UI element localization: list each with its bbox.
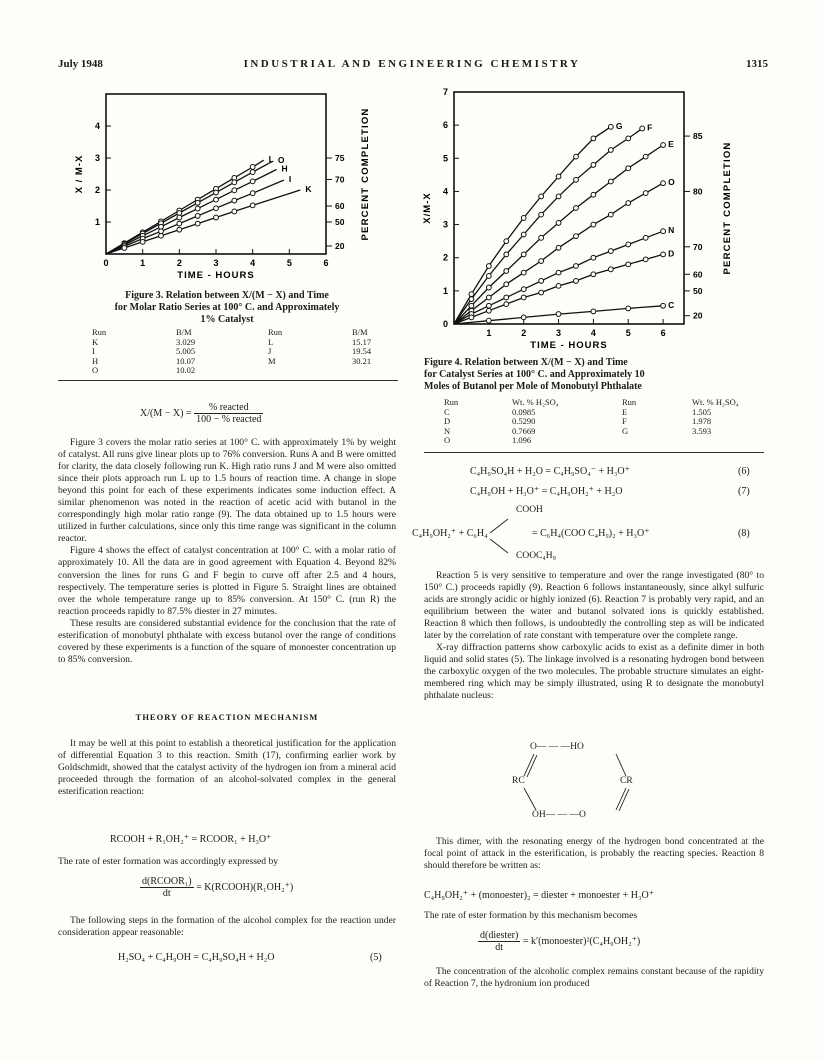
table-header: Run (268, 327, 283, 337)
data-point-G (574, 154, 579, 159)
section-heading: THEORY OF REACTION MECHANISM (135, 712, 319, 722)
equation-dimer-reaction: C₄H₉OH₂⁺ + (monoester)₂ = diester + monoester + H₃O⁺ (424, 890, 654, 901)
y-tick-label: 5 (442, 153, 448, 164)
figure-4-chart (418, 84, 758, 356)
equation-7: C₄H₉OH + H₃O⁺ = C₄H₉OH₂⁺ + H₂O (470, 486, 623, 497)
plot-frame (106, 94, 326, 254)
data-point-D (556, 283, 561, 288)
data-point-F (591, 163, 596, 168)
data-point-I (177, 221, 182, 226)
paragraph: The concentration of the alcoholic complex remains constant because of the rapidity of Reaction 7, the hydronium ion produced (424, 966, 764, 990)
table-cell: K (92, 336, 99, 347)
y-tick-label: 4 (94, 121, 100, 131)
data-point-C (591, 309, 596, 314)
data-point-O (539, 259, 544, 264)
data-point-O (626, 201, 631, 206)
x-tick-label: 2 (521, 328, 527, 338)
section-divider (424, 452, 764, 453)
figure-4-table (440, 398, 743, 446)
y-tick-label: 6 (442, 120, 448, 131)
figure-3-chart (62, 80, 392, 290)
table-header: Run (622, 397, 637, 407)
section-divider (58, 380, 398, 381)
header-date: July 1948 (58, 58, 103, 70)
table-cell: E (622, 406, 628, 417)
data-point-E (504, 269, 509, 274)
data-point-N (486, 303, 491, 308)
left-column-theory (58, 738, 396, 798)
x-tick-label: 3 (556, 328, 562, 338)
table-cell: 10.02 (176, 365, 196, 375)
equation-8-left: C₄H₉OH₂⁺ + C₆H₄ (412, 528, 488, 539)
equation-6: C₄H₉SO₄H + H₂O = C₄H₉SO₄⁻ + H₃O⁺ (470, 466, 630, 477)
data-point-O (661, 181, 666, 186)
equation-numerator: d(RCOOR₁) (142, 876, 192, 887)
table-cell: 0.7669 (512, 425, 536, 436)
figure-3-caption-line-1: Figure 3. Relation between X/(M − X) and Time (125, 290, 329, 301)
data-point-N (521, 287, 526, 292)
data-point-I (232, 198, 237, 203)
dimer-right-group: CR (620, 776, 633, 786)
data-point-H (214, 197, 219, 202)
data-point-C (626, 306, 631, 311)
x-tick-label: 5 (625, 328, 631, 338)
table-cell: 3.029 (176, 336, 196, 347)
right-column-body (424, 570, 764, 703)
data-point-F (556, 194, 561, 199)
data-point-E (539, 235, 544, 240)
series-label-K: K (305, 184, 312, 194)
data-point-E (643, 154, 648, 159)
table-cell: H (92, 355, 99, 366)
series-label-O: O (277, 155, 285, 166)
data-point-K (232, 209, 237, 214)
x-tick-label: 4 (250, 258, 256, 268)
table-cell: J (268, 346, 272, 356)
y2-tick-label: 60 (335, 201, 345, 211)
data-point-H (232, 188, 237, 193)
table-cell: 1.096 (512, 435, 532, 445)
data-point-E (661, 143, 666, 148)
paragraph: This dimer, with the resonating energy of the hydrogen bond concentrated at the focal point of attack in the esterification, is probably the reacting species. Reaction 8 should therefore be written as: (424, 836, 764, 872)
equation-8-right: = C₆H₄(COO C₄H₉)₂ + H₃O⁺ (532, 528, 650, 539)
y-tick-label: 1 (442, 285, 448, 296)
data-point-O (232, 180, 237, 185)
table-row (88, 366, 375, 376)
table-cell: F (622, 416, 627, 426)
series-label-G: G (615, 120, 623, 131)
series-label-I: I (288, 174, 292, 185)
paragraph: The following steps in the formation of the alcohol complex for the reaction under consideration appear reasonable: (58, 915, 396, 939)
table-cell: M (268, 355, 276, 366)
data-point-N (556, 270, 561, 275)
paragraph: It may be well at this point to establish a theoretical justification for the application of differential Equation 3 to this reaction. Smith (17), confirming earlier work by Goldschmidt, showed that the catalyst activity of the hydrogen ion from a mineral acid proceeded through the formation of an alcohol-solvated complex in the general esterification reaction: (58, 738, 396, 798)
y-tick-label: 7 (442, 87, 448, 97)
right-column-final (424, 966, 764, 990)
x-axis-label: TIME - HOURS (177, 270, 255, 281)
series-label-L: L (268, 154, 274, 165)
data-point-G (539, 194, 544, 199)
y-tick-label: 2 (442, 252, 448, 263)
figure-4-caption-line-1: Figure 4. Relation between X/(M − X) and Time (424, 357, 628, 368)
y-tick-label: 0 (442, 319, 448, 329)
data-point-I (250, 191, 255, 196)
y2-tick-label: 85 (693, 131, 703, 142)
figure-3-table (88, 328, 375, 376)
data-point-D (469, 315, 474, 320)
table-cell: N (444, 425, 451, 436)
equation-6-number: (6) (738, 466, 750, 477)
data-point-K (159, 233, 164, 238)
left-column-rate-intro (58, 856, 396, 868)
table-header: Wt. % H₂SO₄ (692, 397, 739, 407)
data-point-I (214, 206, 219, 211)
data-point-D (574, 279, 579, 284)
equation-rate-1 (140, 876, 293, 899)
data-point-N (504, 295, 509, 300)
data-point-F (521, 232, 526, 237)
data-point-D (626, 262, 631, 267)
equation-denominator: dt (162, 888, 171, 899)
data-point-F (640, 126, 645, 131)
paragraph: The rate of ester formation was accordingly expressed by (58, 856, 279, 867)
figure-3-caption-line-3: 1% Catalyst (200, 314, 254, 325)
equation-8-top-group: COOH (516, 505, 543, 515)
equation-rhs: = K(RCOOH)(R₁OH₂⁺) (196, 881, 294, 893)
data-point-O (504, 282, 509, 287)
x-tick-label: 2 (176, 258, 182, 268)
y-tick-label: 1 (94, 217, 100, 227)
data-point-O (195, 200, 200, 205)
data-point-O (574, 234, 579, 239)
data-point-H (250, 179, 255, 184)
dimer-left-group: RC (512, 776, 525, 786)
data-point-O (643, 191, 648, 196)
x-tick-label: 6 (660, 328, 666, 338)
y2-tick-label: 20 (335, 241, 345, 251)
x-tick-label: 6 (323, 258, 329, 268)
data-point-D (661, 252, 666, 257)
data-point-K (250, 203, 255, 208)
equation-fraction (194, 402, 263, 425)
table-cell: G (622, 425, 629, 436)
data-point-K (214, 215, 219, 220)
equation-rhs: = k′(monoester)²(C₄H₉OH₂⁺) (522, 935, 641, 947)
data-point-C (661, 303, 666, 308)
data-point-O (591, 222, 596, 227)
dimer-bottom-bond: OH— — —O (532, 810, 586, 820)
data-point-D (521, 295, 526, 300)
data-point-E (574, 206, 579, 211)
data-point-D (539, 290, 544, 295)
table-cell: 3.593 (692, 425, 712, 436)
equation-general-esterification: RCOOH + R₁OH₂⁺ = RCOOR₁ + H₃O⁺ (110, 834, 272, 845)
equation-denominator: 100 − % reacted (196, 414, 262, 425)
data-point-E (556, 221, 561, 226)
x-tick-label: 3 (213, 258, 219, 268)
table-cell: D (444, 416, 451, 426)
table-cell: O (444, 435, 451, 445)
figure-3-caption (58, 290, 396, 326)
table-row (440, 427, 743, 437)
dimer-bonds (512, 742, 652, 824)
equation-numerator: % reacted (194, 402, 263, 414)
y2-tick-label: 50 (335, 217, 345, 227)
data-point-O (486, 295, 491, 300)
data-point-F (574, 177, 579, 182)
table-cell: 5.005 (176, 346, 196, 356)
y2-tick-label: 70 (693, 241, 703, 252)
data-point-D (643, 257, 648, 262)
paragraph: The rate of ester formation by this mechanism becomes (424, 910, 638, 921)
data-point-O (250, 170, 255, 175)
y2-tick-label: 80 (693, 186, 703, 197)
data-point-G (521, 216, 526, 221)
carboxylic-dimer-structure (512, 742, 652, 824)
right-column-rate-intro (424, 910, 764, 922)
series-label-D: D (668, 248, 675, 259)
table-row (88, 347, 375, 357)
data-point-H (177, 215, 182, 220)
dimer-top-bond: O— — —HO (530, 742, 584, 752)
table-header: Run (444, 397, 459, 407)
data-point-F (486, 274, 491, 279)
table-cell: 0.5290 (512, 416, 536, 426)
equation-fraction (140, 876, 194, 899)
data-point-N (608, 249, 613, 254)
series-label-F: F (647, 122, 653, 133)
data-point-N (591, 255, 596, 260)
equation-conversion-ratio (140, 402, 263, 425)
y2-tick-label: 75 (335, 153, 345, 163)
series-line-I (106, 180, 284, 254)
equation-lhs: X/(M − X) = (140, 407, 192, 419)
paragraph: These results are considered substantial evidence for the conclusion that the rate of esterification of monobutyl phthalate with excess butanol over the range of conditions covered by these experiments is a function of the square of monoester concentration up to 85% conversion. (58, 617, 396, 665)
equation-8-number: (8) (738, 528, 750, 539)
data-point-O (556, 245, 561, 250)
data-point-C (486, 318, 491, 323)
table-row (440, 436, 743, 446)
table-cell (618, 436, 688, 446)
y-axis-label: X/M-X (422, 192, 433, 224)
x-tick-label: 1 (140, 258, 146, 268)
y-tick-label: 3 (94, 153, 100, 163)
data-point-F (469, 297, 474, 302)
table-cell: I (92, 346, 95, 356)
y2-tick-label: 70 (335, 174, 345, 185)
equation-rate-2 (478, 930, 640, 953)
table-cell (348, 366, 375, 376)
equation-denominator: dt (495, 942, 504, 953)
table-header: B/M (176, 327, 192, 337)
table-header: B/M (352, 327, 368, 337)
table-cell: 1.978 (692, 416, 712, 426)
left-column-body (58, 437, 396, 666)
equation-8-bottom-group: COOC₄H₉ (516, 551, 556, 561)
figure-4-caption (424, 357, 754, 393)
table-cell: 19.54 (352, 346, 372, 356)
series-label-E: E (668, 139, 674, 150)
equation-5-number: (5) (370, 952, 382, 963)
left-column-steps-intro (58, 915, 396, 939)
series-label-O: O (668, 177, 675, 188)
x-tick-label: 1 (486, 328, 492, 338)
data-point-E (486, 285, 491, 290)
paragraph: Reaction 5 is very sensitive to temperature and over the range investigated (80° to 150° C.) proceeds rapidly (9). Reaction 6 follows instantaneously, since alkyl sulfuric acids are strongly acidic or highly ionized (6). Reaction 7 is probably very rapid, and an equilibrium between the water and butanol solvated ions is quickly established. Reaction 8 which then follows, is undoubtedly the controlling step as will be indicated later by the correlation of rate constant with temperature over the complete range. (424, 570, 764, 642)
table-row (88, 357, 375, 367)
table-cell: L (268, 336, 274, 347)
data-point-H (195, 206, 200, 211)
figure-4-caption-line-2: for Catalyst Series at 100° C. and Approximately 10 (424, 369, 645, 380)
data-point-G (608, 124, 613, 129)
data-point-F (608, 148, 613, 153)
data-point-D (504, 302, 509, 307)
y2-axis-label: PERCENT COMPLETION (722, 141, 733, 275)
y-tick-label: 4 (442, 186, 448, 197)
series-label-N: N (668, 225, 675, 236)
y-axis-label: X / M-X (74, 154, 85, 194)
data-point-D (486, 308, 491, 313)
page-number: 1315 (746, 58, 768, 70)
data-point-G (556, 174, 561, 179)
data-point-E (469, 303, 474, 308)
data-point-N (643, 235, 648, 240)
paragraph: X-ray diffraction patterns show carboxylic acids to exist as a definite dimer in both liquid and solid states (5). The linkage involved is a resonating hydrogen bond between the carboxylic oxygen of the two molecules. The probable structure simulates an eight-membered ring which may be simply illustrated, using R to designate the monobutyl phthalate nucleus: (424, 642, 764, 702)
data-point-F (504, 252, 509, 257)
figure-4-caption-line-3: Moles of Butanol per Mole of Monobutyl Phthalate (424, 381, 642, 392)
data-point-N (626, 242, 631, 247)
table-header: Run (92, 327, 107, 337)
data-point-O (214, 190, 219, 195)
data-point-G (504, 239, 509, 244)
y2-tick-label: 20 (693, 310, 703, 321)
table-cell: 1.505 (692, 406, 712, 417)
data-point-N (574, 264, 579, 269)
equation-numerator: d(diester) (480, 930, 519, 941)
right-column-dimer-text (424, 836, 764, 872)
data-point-E (591, 192, 596, 197)
x-tick-label: 0 (103, 258, 109, 268)
table-row (88, 338, 375, 348)
data-point-N (661, 229, 666, 234)
x-tick-label: 4 (590, 328, 596, 338)
data-point-E (521, 252, 526, 257)
journal-title: INDUSTRIAL AND ENGINEERING CHEMISTRY (243, 58, 581, 70)
equation-5: H₂SO₄ + C₄H₉OH = C₄H₉SO₄H + H₂O (118, 952, 275, 963)
y2-axis-label: PERCENT COMPLETION (360, 107, 371, 241)
data-point-L (250, 165, 255, 170)
table-cell: C (444, 406, 450, 417)
data-point-E (626, 166, 631, 171)
data-point-I (195, 214, 200, 219)
data-point-K (195, 221, 200, 226)
series-label-H: H (281, 163, 288, 174)
table-cell (264, 366, 348, 376)
data-point-O (608, 212, 613, 217)
table-cell: O (92, 365, 99, 375)
table-header: Wt. % H₂SO₄ (512, 397, 559, 407)
data-point-K (140, 239, 145, 244)
series-label-C: C (668, 299, 675, 310)
table-cell: 0.0985 (512, 406, 536, 417)
equation-7-number: (7) (738, 486, 750, 497)
series-line-E (454, 145, 663, 324)
data-point-G (486, 264, 491, 269)
table-cell (688, 436, 743, 446)
data-point-K (177, 227, 182, 232)
series-line-O (454, 183, 663, 324)
data-point-C (556, 312, 561, 317)
y2-tick-label: 50 (693, 285, 703, 296)
data-point-C (521, 315, 526, 320)
figure-3-caption-line-2: for Molar Ratio Series at 100° C. and Approximately (114, 302, 340, 313)
y-tick-label: 2 (94, 185, 100, 195)
data-point-G (591, 136, 596, 141)
data-point-N (539, 279, 544, 284)
table-cell: 15.17 (352, 336, 372, 347)
data-point-E (608, 179, 613, 184)
x-tick-label: 5 (286, 258, 292, 268)
data-point-F (539, 212, 544, 217)
x-axis-label: TIME - HOURS (530, 340, 608, 351)
equation-fraction (478, 930, 520, 953)
data-point-K (122, 246, 127, 251)
series-line-L (106, 160, 264, 254)
y2-tick-label: 60 (693, 269, 703, 280)
paragraph: Figure 3 covers the molar ratio series at 100° C. with approximately 1% by weight of catalyst. All runs give linear plots up to 76% conversion. Runs A and B were omitted for clarity, the data closely following run K. High ratio runs J and M were also omitted since their plots approach run L up to 1.5 hours of reaction time. A change in slope beyond this point for each of these experiments indicates some induction effect. A similar phenomenon was noted in the reaction of acetic acid with butanol in the correspondingly high molar ratio range (9). The data obtained up to 1.5 hours were utilized in further calculations, since only this time range was significant in the column reactor. (58, 437, 396, 545)
data-point-F (626, 136, 631, 141)
y-tick-label: 3 (442, 219, 448, 230)
data-point-O (521, 270, 526, 275)
table-cell: 10.07 (176, 355, 196, 366)
data-point-D (608, 267, 613, 272)
table-cell: 30.21 (352, 355, 372, 366)
data-point-D (591, 272, 596, 277)
paragraph: Figure 4 shows the effect of catalyst concentration at 100° C. with a molar ratio of approximately 10. All the data are in good agreement with Equation 4. Beyond 82% conversion the lines for runs G and F begin to curve off after 2.5 and 4 hours, respectively. The temperature series is plotted in Figure 5. Straight lines are obtained over the whole temperature range up to 85% conversion. At 150° C. (run R) the reaction proceeds rapidly to 87.5% diester in 27 minutes. (58, 545, 396, 617)
